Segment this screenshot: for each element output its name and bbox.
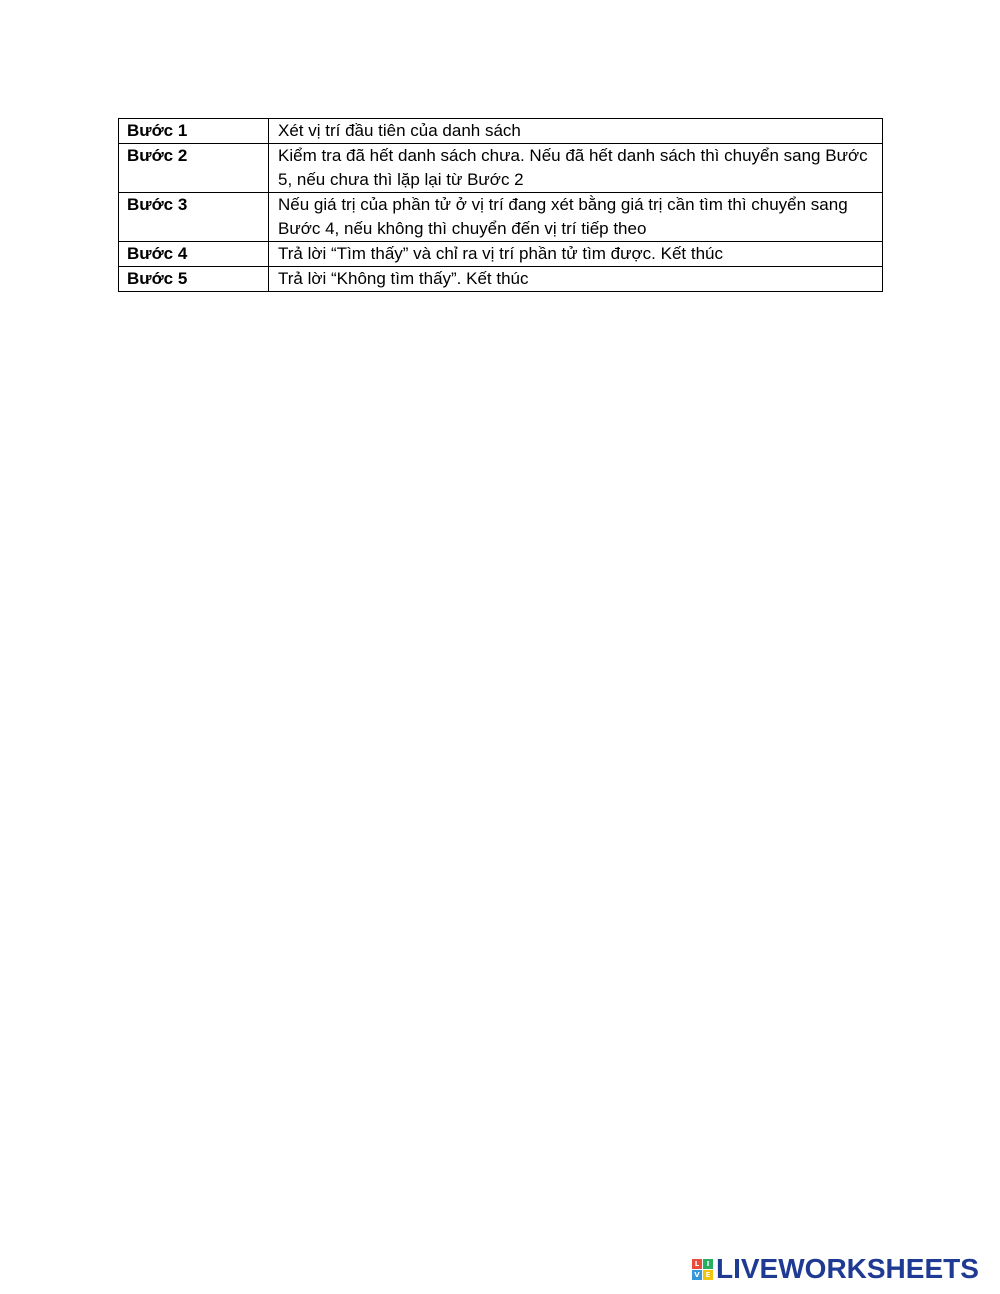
step-description: Nếu giá trị của phần tử ở vị trí đang xét bằng giá trị cần tìm thì chuyển sang Bước 4, nếu không thì chuyển đến vị trí tiếp theo — [269, 193, 883, 242]
step-description: Kiểm tra đã hết danh sách chưa. Nếu đã hết danh sách thì chuyển sang Bước 5, nếu chưa thì lặp lại từ Bước 2 — [269, 144, 883, 193]
logo-mark-letter: V — [692, 1270, 702, 1280]
step-label: Bước 5 — [119, 267, 269, 292]
steps-table — [118, 118, 883, 292]
table-row — [119, 119, 883, 144]
step-label: Bước 1 — [119, 119, 269, 144]
logo-mark-letter: L — [692, 1259, 702, 1269]
logo-mark-letter: E — [703, 1270, 713, 1280]
step-description: Xét vị trí đầu tiên của danh sách — [269, 119, 883, 144]
step-description: Trả lời “Tìm thấy” và chỉ ra vị trí phần tử tìm được. Kết thúc — [269, 242, 883, 267]
step-description: Trả lời “Không tìm thấy”. Kết thúc — [269, 267, 883, 292]
table-row — [119, 193, 883, 242]
logo-mark-letter: I — [703, 1259, 713, 1269]
liveworksheets-logo[interactable] — [692, 1253, 979, 1285]
logo-mark-icon — [692, 1259, 713, 1280]
table-row — [119, 144, 883, 193]
logo-text: LIVEWORKSHEETS — [716, 1253, 979, 1284]
table-row — [119, 242, 883, 267]
step-label: Bước 4 — [119, 242, 269, 267]
step-label: Bước 2 — [119, 144, 269, 193]
step-label: Bước 3 — [119, 193, 269, 242]
table-row — [119, 267, 883, 292]
